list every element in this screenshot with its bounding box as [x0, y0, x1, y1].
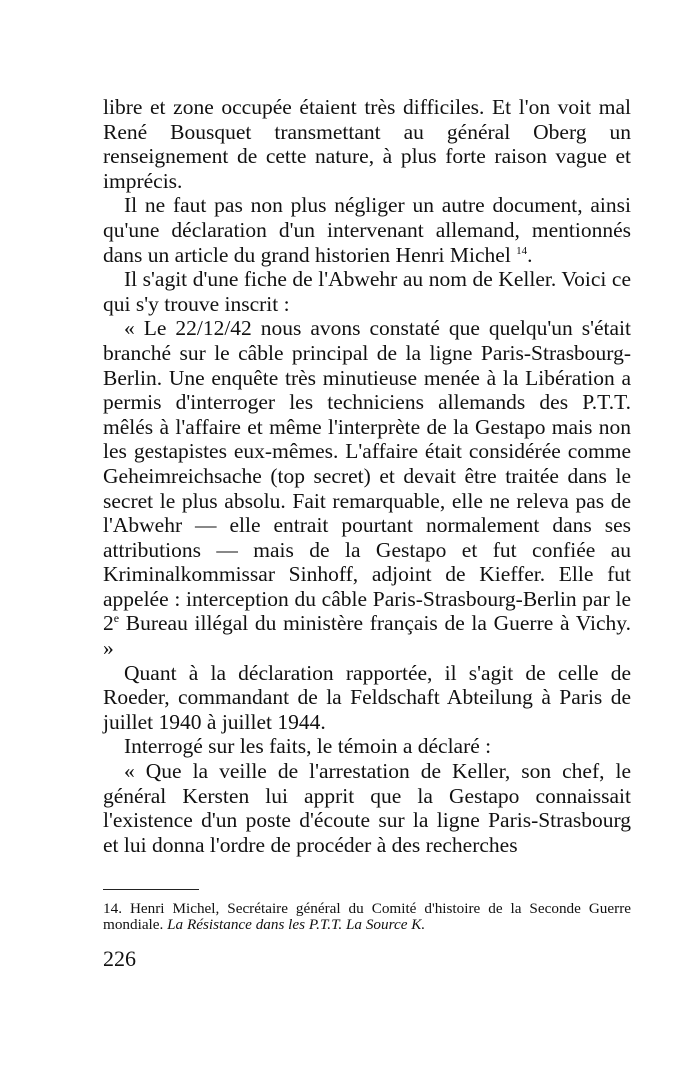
paragraph-6: Interrogé sur les faits, le témoin a déclaré :	[124, 734, 492, 759]
footnote-book-title: La Résistance dans les P.T.T. La Source K.	[167, 915, 426, 933]
page-number: 226	[103, 946, 136, 971]
paragraph-4-quote	[103, 316, 631, 660]
ordinal-superscript: e	[113, 611, 120, 626]
footnote	[103, 901, 631, 932]
page-body	[103, 95, 631, 857]
paragraph-7-quote: « Que la veille de l'arrestation de Keller, son chef, le général Kersten lui apprit que la Gestapo connaissait l'existence d'un poste d'écoute sur la ligne Paris-Strasbourg et lui donna l'ordre de procéder à des recherches	[103, 759, 631, 857]
footnote-divider	[103, 889, 199, 890]
paragraph-2-end: .	[527, 242, 533, 267]
paragraph-5: Quant à la déclaration rapportée, il s'agit de celle de Roeder, commandant de la Feldschaft Abteilung à Paris de juillet 1940 à juillet 1944.	[103, 660, 631, 734]
quote-text-end: Bureau illégal du ministère français de la Guerre à Vichy. »	[103, 611, 631, 661]
paragraph-2	[103, 193, 631, 267]
footnote-reference: 14	[516, 244, 528, 257]
quote-text-start: « Le 22/12/42 nous avons constaté que quelqu'un s'était branché sur le câble principal de la ligne Paris-Strasbourg-Berlin. Une enquête très minutieuse menée à la Libération a permis d'interroger les techniciens allemands des P.T.T. mêlés à l'affaire et même l'interprète de la Gestapo mais non les gestapistes eux-mêmes. L'affaire était considérée comme Geheimreichsache (top secret) et devait être traitée dans le secret le plus absolu. Fait remarquable, elle ne releva pas de l'Abwehr — elle entrait pourtant normalement dans ses attributions — mais de la Gestapo et fut confiée au Kriminalkommissar Sinhoff, adjoint de Kieffer. Elle fut appelée : interception du câble Paris-Strasbourg-Berlin par le 2	[103, 316, 631, 636]
paragraph-2-text: Il ne faut pas non plus négliger un autre document, ainsi qu'une déclaration d'un intervenant allemand, mentionnés dans un article du grand historien Henri Michel	[103, 193, 631, 267]
paragraph-3: Il s'agit d'une fiche de l'Abwehr au nom de Keller. Voici ce qui s'y trouve inscrit :	[103, 267, 631, 316]
footnote-text: 14. Henri Michel, Secrétaire général du Comité d'histoire de la Seconde Guerre mondiale.	[103, 900, 631, 933]
paragraph-1: libre et zone occupée étaient très difficiles. Et l'on voit mal René Bousquet transmettant au général Oberg un renseignement de cette nature, à plus forte raison vague et imprécis.	[103, 95, 631, 193]
